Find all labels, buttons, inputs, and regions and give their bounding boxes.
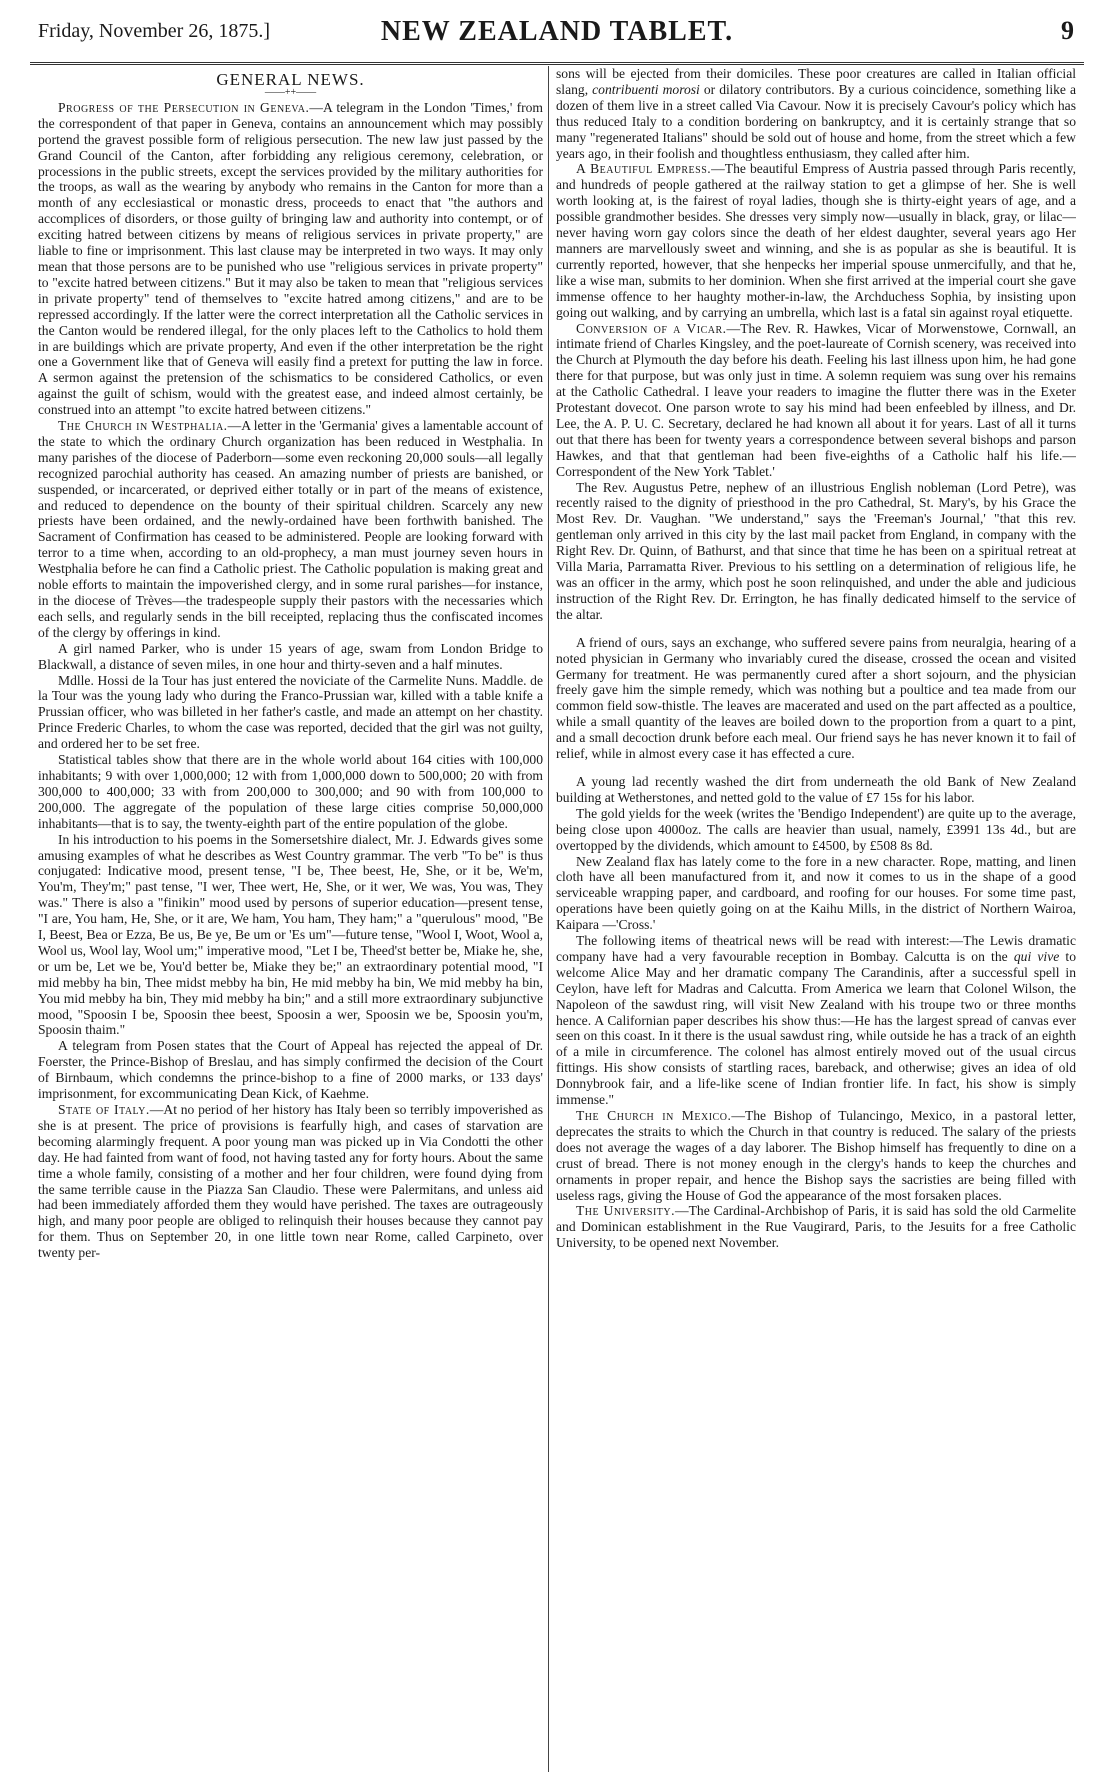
article-italy bbox=[38, 1102, 543, 1261]
article-heading: The Church in Mexico. bbox=[576, 1108, 732, 1123]
article-somerset-dialect: In his introduction to his poems in the Somersetshire dialect, Mr. J. Edwards gives some amusing examples of what he describes as West Country grammar. The verb "To be" is thus conjugated: Indicative mood, present tense, "I be, Thee beest, He, She, or it be, We'm, You'm, They'm;" past tense, "I wer, Thee wert, He, She, or it wer, We was, You was, They was." There is also a "finikin" mood used by persons of superior education—present tense, "I are, You ham, He, She, or it are, We ham, You ham, They ham;" a "querulous" mood, "Be I, Beest, Bea or Ezza, Be us, Be ye, Be um or 'Es um"—future tense, "Wool I, Woot, Wool a, Wool us, Wool lay, Wool um;" imperative mood, "Let I be, Theed'st better be, Miake he, she, or um be, Let we be, You'd better be, Miake they be;" an extraordinary potential mood, "I mid mebby ha bin, Thee midst mebby ha bin, He mid mebby ha bin, We mid mebby ha bin, You mid mebby ha bin, They mid mebby ha bin;" and a still more extraordinary subjunctive mood, "Spoosin I be, Spoosin thee beest, Spoosin a wer, Spoosin we be, Spoosin you'm, Spoosin thaim." bbox=[38, 831, 543, 1038]
article-body: to welcome Alice May and her dramatic company The Carandinis, after a successful spell in Ceylon, have left for Madras and Calcutta. From America we learn that Colonel Wilson, the Napoleon of the sawdust ring, will visit New Zealand with his troupe two or three months hence. A Californian paper describes his show thus:—He has the largest spread of canvas ever seen on this coast. In it there is the usual sawdust ring, while outside he has a track of an eighth of a mile in circumference. The colonel has almost entirely moved out of the usual circus fittings. His show consists of startling races, bareback, and otherwise; gives an idea of old Donnybrook fair, and a life-like scene of Indian frontier life. In fact, his show is simply immense." bbox=[556, 948, 1076, 1108]
italic-phrase: contribuenti morosi bbox=[592, 81, 700, 97]
article-body: —The Rev. R. Hawkes, Vicar of Morwenstowe, Cornwall, an intimate friend of Charles Kingsley, and the poet-laureate of Cornish scenery, was received into the Church at Plymouth the day before his death. Feeling his last illness upon him, he had gone there for that purpose, but was only just in time. A solemn requiem was sung over his remains at the Catholic Cathedral. I leave your readers to imagine the flutter there was in the Exeter Protestant dovecot. One parson wrote to say his mind had been enfeebled by illness, and Dr. Lee, the A. P. U. C. Secretary, declared he had known all about it for years. Last of all it turns out that there has been for twenty years a correspondence between several bishops and parson Hawkes, and that that gentleman had been five-eighths of a Catholic half his life.—Correspondent of the New York 'Tablet.' bbox=[556, 320, 1076, 479]
article-body: —A letter in the 'Germania' gives a lamentable account of the state to which the ordinary Church organization has been reduced in Westphalia. In many parishes of the diocese of Paderborn—some even reckoning 20,000 souls—all legally recognized parochial authority has ceased. An amazing number of priests are banished, or suspended, or incarcerated, or deprived either totally or in part of the means of existence, and reduced to dependence on the bounty of their spiritual children. Scarcely any new priests have been ordained, and the newly-ordained have been forthwith banished. The Sacrament of Confirmation has ceased to be administered. People are looking forward with terror to a time when, according to an old-prophecy, a man must journey seven hours in Westphalia before he can find a Catholic priest. The Catholic population is making great and noble efforts to maintain the impoverished clergy, and in some rural parishes—for instance, in the diocese of Trèves—the tradespeople supply their pastors with the necessaries which each sells, and regularly sends in the bill receipted, replacing thus the confiscated incomes of the clergy by offerings in kind. bbox=[38, 418, 543, 640]
article-italy-continued bbox=[556, 66, 1076, 161]
article-heading: State of Italy. bbox=[58, 1102, 150, 1117]
article-body: —The Bishop of Tulancingo, Mexico, in a pastoral letter, deprecates the straits to which the Church in that country is reduced. The salary of the priests does not average the wages of a day laborer. The Bishop himself has frequently to dine on a crust of bread. There is not money enough in the clergy's hands to keep the churches and ornaments in proper repair, and hence the Bishop says the sacristies are being filled with useless rags, giving the House of God the appearance of the most forsaken places. bbox=[556, 1108, 1076, 1203]
article-body: —At no period of her history has Italy been so terribly impoverished as she is at present. The price of provisions is fearfully high, and cases of starvation are becoming alarmingly frequent. A poor young man was picked up in Via Condotti the other day. He had fainted from want of food, not having tasted any for forty hours. About the same time a whole family, consisting of a mother and her four children, were found dying from the same terrible cause in the Piazza San Claudio. These were Palermitans, and unless aid had been immediately afforded them they would have perished. The taxes are outrageously high, and many poor people are obliged to relinquish their houses because they cannot pay for them. Thus on September 20, in one little town near Rome, called Carpineto, over twenty per- bbox=[38, 1102, 543, 1261]
article-gold-lad: A young lad recently washed the dirt from underneath the old Bank of New Zealand building at Wetherstones, and netted gold to the value of £7 15s for his labor. bbox=[556, 773, 1076, 805]
article-parker-swim: A girl named Parker, who is under 15 years of age, swam from London Bridge to Blackwall, a distance of seven miles, in one hour and thirty-seven and a half minutes. bbox=[38, 640, 543, 672]
article-geneva bbox=[38, 100, 543, 418]
article-petre: The Rev. Augustus Petre, nephew of an illustrious English nobleman (Lord Petre), was recently raised to the dignity of priesthood in the pro Cathedral, St. Mary's, by his Grace the Most Rev. Dr. Vaughan. "We understand," says the 'Freeman's Journal,' "that this rev. gentleman only arrived in this city by the last mail packet from England, in company with the Right Rev. Dr. Quinn, of Bathurst, and that since that time he has been on a spiritual retreat at Villa Maria, Parramatta River. Previous to his settling on a determination of religious life, he was an officer in the army, which post he soon relinquished, and under the able and judicious instruction of the Right Rev. Dr. Errington, he has finally dedicated himself to the service of the altar. bbox=[556, 479, 1076, 622]
page-header bbox=[28, 14, 1086, 58]
article-body: —The beautiful Empress of Austria passed through Paris recently, and hundreds of people gathered at the railway station to get a glimpse of her. She is well worth looking at, is the fairest of royal ladies, though she is thirty-eight years of age, and a possible grandmother besides. She dresses very simply now—usually in black, gray, or lilac—never having worn gay colors since the death of her eldest daughter, several years ago Her manners are marvellously sweet and winning, and she is as popular as she is beautiful. It is currently reported, however, that she henpecks her imperial spouse unmercifully, and that he, like a wise man, submits to her dominion. When she first arrived at the imperial court she gave immense offence to her haughty mother-in-law, the Archduchess Sophia, by insisting upon going out walking, and by carrying an umbrella, which last is a fatal sin against royal etiquette. bbox=[556, 161, 1076, 320]
article-carmelite: Mdlle. Hossi de la Tour has just entered the noviciate of the Carmelite Nuns. Maddle. de la Tour was the young lady who during the Franco-Prussian war, killed with a table knife a Prussian officer, who was billeted in her father's castle, and made an attempt on her chastity. Prince Frederic Charles, to whom the case was reported, decided that the girl was not guilty, and ordered her to be set free. bbox=[38, 672, 543, 752]
article-heading: Progress of the Persecution in Geneva. bbox=[58, 99, 310, 115]
article-body: The following items of theatrical news will be read with interest:—The Lewis dramatic company have had a very favourable reception in Bombay. Calcutta is on the bbox=[556, 933, 1076, 964]
issue-date: Friday, November 26, 1875.] bbox=[38, 20, 270, 42]
article-heading: The University. bbox=[576, 1203, 676, 1219]
italic-phrase: qui vive bbox=[1013, 948, 1060, 964]
article-empress bbox=[556, 161, 1076, 320]
article-body: —A telegram in the London 'Times,' from the correspondent of that paper in Geneva, contains an announcement which may possibly portend the gravest possible form of religious persecution. The new law just passed by the Grand Council of the Canton, after forbidding any religious ceremony, celebration, or processions in the public streets, except the services provided by the military authorities for the troops, as wall as the wearing by anybody who remains in the Canton for more than a month of any ecclesiastical or monastic dress, proceeds to enact that "the authors and accomplices of disorders, or those guilty of bringing law and authority into contempt, or of exciting hatred between citizens by means of religious services in private property," are liable to fine or imprisonment. This last clause may be interpreted in two ways. It may only mean that those persons are to be punished who use "religious services in private property" to "excite hatred between citizens." But it may also be taken to mean that "religious services in private property" tend of themselves to "excite hatred among citizens," and are to be repressed accordingly. If the latter were the correct interpretation all the Catholic services in the Canton would be rendered illegal, for the only places left to the Catholics to hold them in are buildings which are private property, And even if the other interpretation be the right one a Government like that of Geneva will easily find a pretext for putting the law in force. A sermon against the pretension of the schismatics to be considered Catholics, or even against the guilt of schism, would with the greatest ease, and indeed almost certainly, be construed into an attempt "to excite hatred between citizens." bbox=[38, 99, 543, 418]
article-theatrical bbox=[556, 933, 1076, 1108]
left-column bbox=[38, 66, 543, 1774]
article-neuralgia: A friend of ours, says an exchange, who suffered severe pains from neuralgia, hearing of a noted physician in Germany who invariably cured the disease, crossed the ocean and visited Germany for treatment. He was permanently cured after a short sojourn, and the physician freely gave him the simple remedy, which was nothing but a poultice and tea made from our common field sow-thistle. The leaves are macerated and used on the part affected as a poultice, while a small quantity of the leaves are boiled down to the proportion from a quart to a pint, and a small decoction drunk before each meal. Our friend says he has never known it to fail of relief, while in almost every case it has effected a cure. bbox=[556, 634, 1076, 762]
column-divider bbox=[548, 66, 549, 1772]
section-title: GENERAL NEWS. bbox=[216, 70, 365, 89]
article-mexico bbox=[556, 1108, 1076, 1203]
article-flax: New Zealand flax has lately come to the fore in a new character. Rope, matting, and linen cloth have all been manufactured from it, and now it comes to us in the shape of a good serviceable wrapping paper, and cardboard, and roofing for our houses. For some time past, operations have been quietly going on at the Kaihu Mills, in the district of Northern Wairoa, Kaipara —'Cross.' bbox=[556, 853, 1076, 933]
article-statistics: Statistical tables show that there are in the whole world about 164 cities with 100,000 inhabitants; 9 with over 1,000,000; 12 with from 1,000,000 down to 500,000; 20 with from 300,000 to 400,000; 33 with from 200,000 to 300,000; and 90 with from 100,000 to 200,000. The aggregate of the population of these large cities comprise 50,000,000 inhabitants—that is to say, the twenty-eighth part of the entire population of the globe. bbox=[38, 752, 543, 831]
page-number: 9 bbox=[1061, 16, 1074, 45]
article-posen: A telegram from Posen states that the Court of Appeal has rejected the appeal of Dr. Foerster, the Prince-Bishop of Breslau, and has simply confirmed the decision of the Court of Birnbaum, which condemns the prince-bishop to a fine of 2000 marks, or 133 days' imprisonment, for excommunicating Dean Kick, of Kaehme. bbox=[38, 1038, 543, 1102]
article-body: sons will be ejected from their domiciles. These poor creatures are called in Italian official slang, bbox=[556, 66, 1076, 97]
article-heading: A Beautiful Empress. bbox=[576, 161, 712, 177]
article-body: or dilatory contributors. By a curious coincidence, something like a dozen of them live in a street called Via Cavour. Now it is precisely Cavour's policy which has thus reduced Italy to a condition bordering on bankruptcy, and it is certainly strange that so many "regenerated Italians" should be sold out of house and home, from the street which a few years ago, in their foolish and thoughtless enthusiasm, they called after him. bbox=[556, 81, 1076, 161]
article-heading: Conversion of a Vicar. bbox=[576, 320, 727, 336]
header-rule bbox=[30, 62, 1084, 65]
article-westphalia bbox=[38, 418, 543, 641]
article-vicar bbox=[556, 321, 1076, 480]
article-university bbox=[556, 1203, 1076, 1251]
masthead-title: NEW ZEALAND TABLET. bbox=[380, 16, 734, 47]
right-column bbox=[556, 66, 1076, 1774]
article-heading: The Church in Westphalia. bbox=[58, 418, 228, 434]
article-body: —The Cardinal-Archbishop of Paris, it is said has sold the old Carmelite and Dominican establishment in the Rue Vaugirard, Paris, to the Jesuits for a free Catholic University, to be opened next November. bbox=[556, 1203, 1076, 1251]
article-gold-yields: The gold yields for the week (writes the 'Bendigo Independent') are quite up to the average, being close upon 4000oz. The calls are heavier than usual, namely, £3991 13s 4d., but are overtopped by the dividends, which amount to £4500, by £508 8s 8d. bbox=[556, 805, 1076, 853]
ornament-rule: ——++—— bbox=[264, 86, 317, 98]
